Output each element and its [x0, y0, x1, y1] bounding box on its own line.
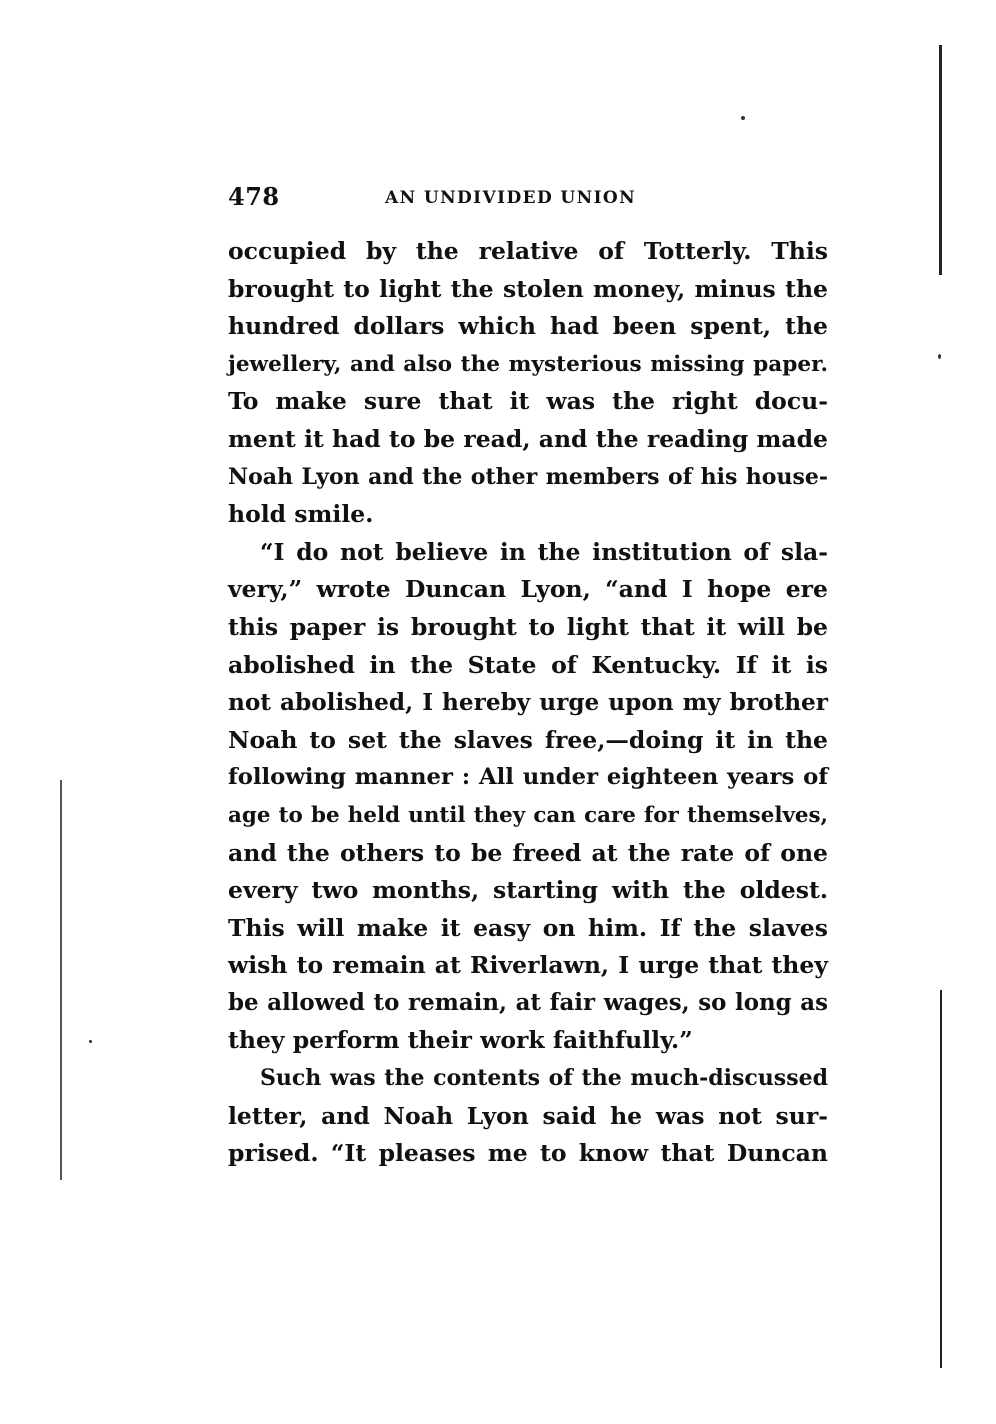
body-text: [228, 233, 828, 1173]
text-line: “I do not believe in the institution of sla-: [260, 537, 828, 566]
scan-speck: [89, 1040, 92, 1043]
text-line: hold smile.: [228, 500, 374, 529]
page-header: [228, 182, 828, 214]
text-line: age to be held until they can care for themselves,: [228, 802, 828, 828]
text-line: this paper is brought to light that it will be: [228, 612, 828, 641]
text-line: be allowed to remain, at fair wages, so long as: [228, 989, 828, 1016]
text-line: prised. “It pleases me to know that Duncan: [228, 1139, 828, 1168]
text-line: This will make it easy on him. If the slaves: [228, 913, 828, 942]
scan-edge-line-right-bottom: [940, 990, 942, 1368]
page-number: 478: [228, 182, 280, 211]
text-line: letter, and Noah Lyon said he was not sur-: [228, 1101, 828, 1130]
text-line: very,” wrote Duncan Lyon, “and I hope ere: [228, 575, 828, 604]
text-line: and the others to be freed at the rate of one: [228, 838, 828, 867]
text-line: jewellery, and also the mysterious missing paper.: [228, 351, 828, 377]
text-line: ment it had to be read, and the reading made: [228, 424, 828, 453]
scan-speck: [938, 354, 941, 359]
text-line: not abolished, I hereby urge upon my brother: [228, 689, 828, 717]
text-line: Noah Lyon and the other members of his house-: [228, 463, 828, 490]
text-line: Noah to set the slaves free,—doing it in the: [228, 725, 828, 754]
text-line: Such was the contents of the much-discussed: [260, 1065, 828, 1092]
text-line: every two months, starting with the oldest.: [228, 876, 828, 905]
paragraph-2: [228, 534, 828, 1060]
text-line: following manner : All under eighteen years of: [228, 764, 828, 791]
text-line: To make sure that it was the right docu-: [228, 387, 828, 416]
running-head: AN UNDIVIDED UNION: [385, 188, 637, 208]
scan-edge-line-right-top: [939, 45, 942, 275]
scan-edge-line-left: [60, 780, 62, 1180]
paragraph-1: [228, 233, 828, 534]
paragraph-3: [228, 1060, 828, 1173]
text-line: occupied by the relative of Totterly. This: [228, 237, 828, 265]
text-line: abolished in the State of Kentucky. If it is: [228, 650, 828, 679]
text-line: hundred dollars which had been spent, the: [228, 312, 828, 341]
text-line: they perform their work faithfully.”: [228, 1026, 693, 1055]
text-line: wish to remain at Riverlawn, I urge that they: [228, 951, 828, 980]
scan-speck: [741, 116, 745, 120]
text-line: brought to light the stolen money, minus the: [228, 274, 828, 303]
